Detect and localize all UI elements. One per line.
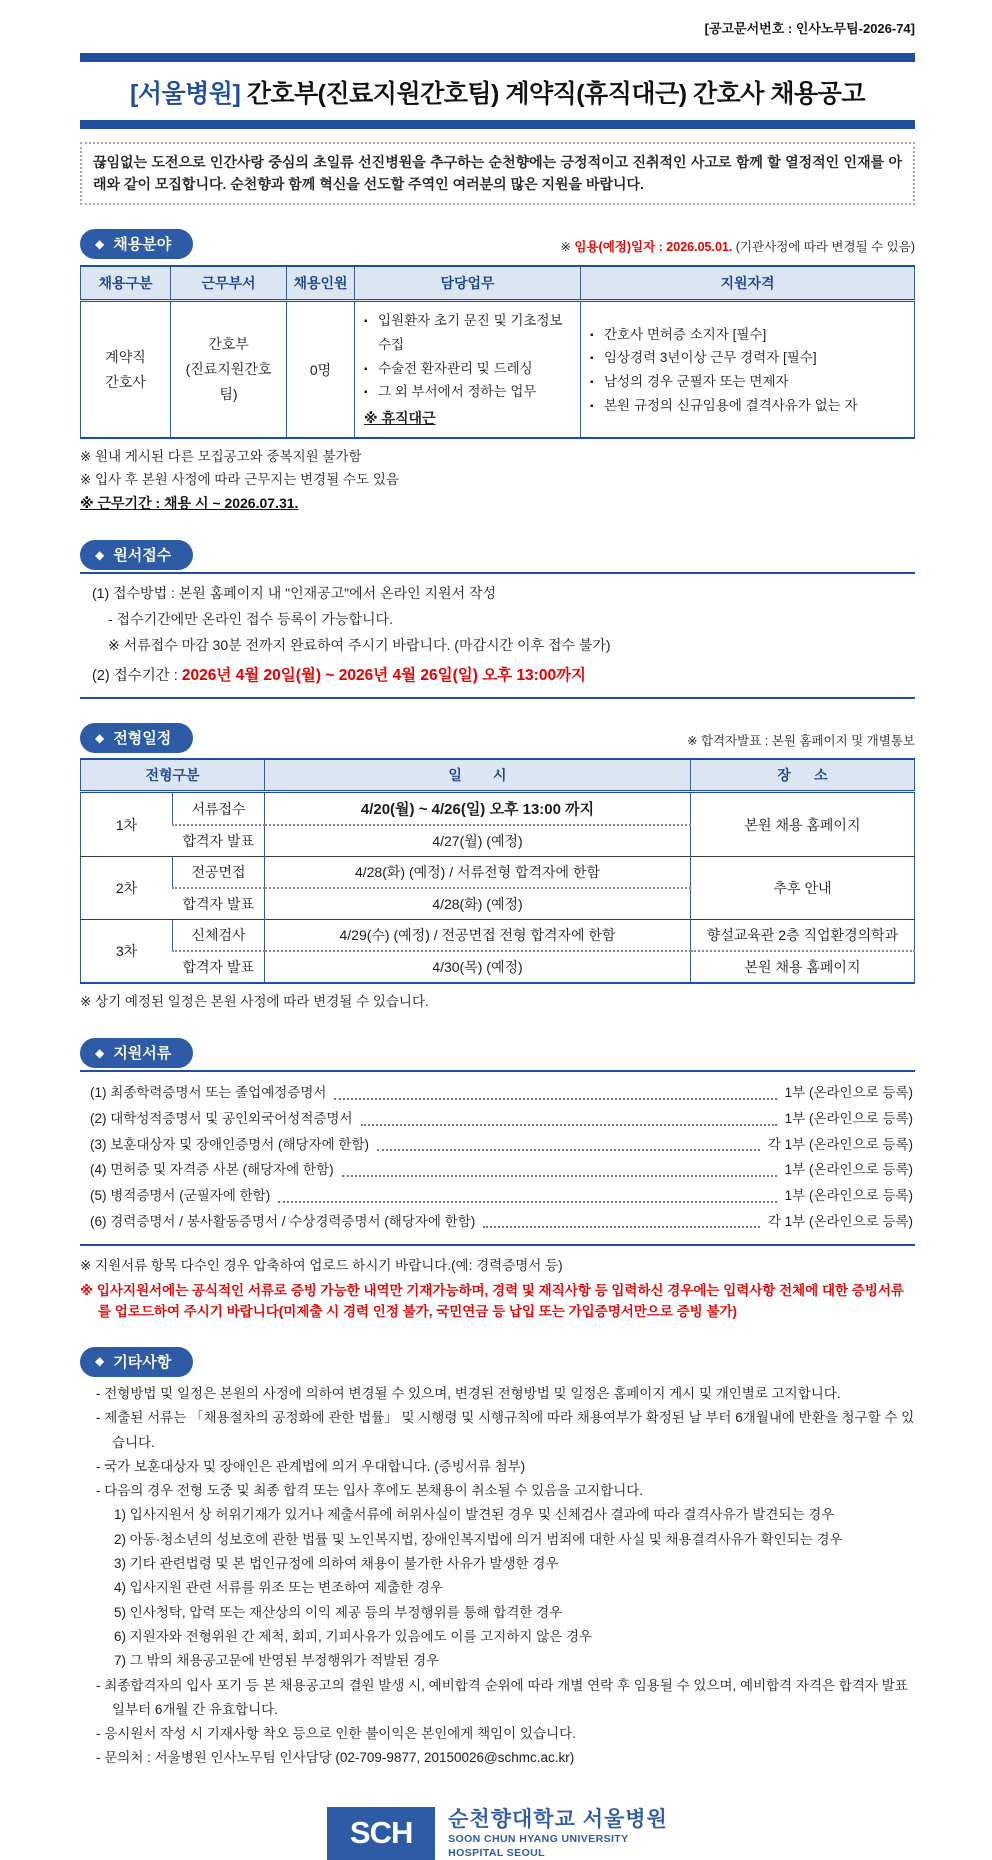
apply-period-value: 2026년 4월 20일(월) ~ 2026년 4월 26일(일) 오후 13:00까지 <box>181 666 587 684</box>
document-count: 각 1부 (온라인으로 등록) <box>767 1213 913 1229</box>
bullet-icon: ▪ <box>364 316 368 328</box>
document-item <box>90 1106 913 1132</box>
document-label: (2) 대학성적증명서 및 공인외국어성적증명서 <box>90 1110 353 1126</box>
recruit-table-row <box>81 301 915 439</box>
schedule-badge-label: 전형일정 <box>113 730 172 748</box>
document-label: (4) 면허증 및 자격증 사본 (해당자에 한함) <box>90 1162 334 1178</box>
qual-text: 임상경력 3년이상 근무 경력자 [필수] <box>604 350 817 366</box>
when-cell: 4/28(화) (예정) <box>265 888 691 920</box>
etc-item: - 제출된 서류는 「채용절차의 공정화에 관한 법률」 및 시행령 및 시행규칙에 따라 채용여부가 확정된 날 부터 6개월내에 반환을 청구할 수 있습니다. <box>96 1410 915 1450</box>
etc-badge-label: 기타사항 <box>113 1353 172 1371</box>
recruit-notes <box>80 446 915 516</box>
when-cell: 4/30(목) (예정) <box>265 951 691 983</box>
document-count: 1부 (온라인으로 등록) <box>784 1187 913 1203</box>
col-header-dept: 근무부서 <box>171 266 287 301</box>
apply-deadline-note: ※ 서류접수 마감 30분 전까지 완료하여 주시기 바랍니다. (마감시간 이후 접수 불가) <box>108 636 611 653</box>
etc-subitem: 1) 입사지원서 상 허위기재가 있거나 제출서류에 허위사실이 발견된 경우 및 신체검사 결과에 따라 결격사유가 발견되는 경우 <box>114 1507 835 1523</box>
diamond-icon: ◆ <box>95 1354 105 1369</box>
etc-subitem: 6) 지원자와 전형위원 간 제척, 회피, 기피사유가 있음에도 이를 고지하지 않은 경우 <box>114 1628 593 1644</box>
cell-quals <box>581 301 915 439</box>
dotted-leader <box>278 1201 776 1203</box>
recruit-table <box>80 265 915 439</box>
apply-rule-bottom <box>80 697 915 699</box>
qual-item <box>590 370 905 394</box>
document-item <box>90 1132 913 1158</box>
bullet-icon: ▪ <box>590 353 594 365</box>
qual-item <box>590 323 905 347</box>
appointment-date-note <box>560 237 915 259</box>
cell-type <box>81 301 171 439</box>
when-cell: 4/27(월) (예정) <box>265 825 691 857</box>
qual-text: 본원 규정의 신규임용에 결격사유가 없는 자 <box>604 397 858 413</box>
etc-subitem: 5) 인사청탁, 압력 또는 재산상의 이익 제공 등의 부정행위를 통해 합격한 경우 <box>114 1604 563 1620</box>
stage-cell: 1차 <box>115 816 138 833</box>
apply-badge-label: 원서접수 <box>113 547 172 565</box>
section-recruit-header <box>80 229 915 259</box>
duty-note: ※ 휴직대근 <box>364 409 436 426</box>
col-header-type: 채용구분 <box>81 266 171 301</box>
work-period-note: ※ 근무기간 : 채용 시 ~ 2026.07.31. <box>80 495 299 512</box>
duty-item <box>364 380 571 404</box>
document-count: 1부 (온라인으로 등록) <box>784 1110 913 1126</box>
etc-subitem: 4) 입사지원 관련 서류를 위조 또는 변조하여 제출한 경우 <box>114 1580 443 1596</box>
duty-item <box>364 357 571 381</box>
step-cell: 합격자 발표 <box>173 825 265 857</box>
schedule-row <box>81 792 915 826</box>
schedule-row <box>81 857 915 889</box>
document-label: (5) 병적증명서 (군필자에 한함) <box>90 1187 271 1203</box>
documents-notes <box>80 1255 915 1323</box>
recruit-note: ※ 원내 게시된 다른 모집공고와 중복지원 불가함 <box>80 449 362 465</box>
step-cell: 합격자 발표 <box>173 951 265 983</box>
when-cell: 4/20(월) ~ 4/26(일) 오후 13:00 까지 <box>265 792 691 826</box>
documents-badge <box>80 1038 193 1068</box>
schedule-badge <box>80 723 193 753</box>
dotted-leader <box>334 1098 776 1100</box>
duty-item <box>364 309 571 356</box>
dotted-leader <box>342 1175 777 1177</box>
stage-cell: 2차 <box>81 857 173 920</box>
step-cell: 서류접수 <box>173 792 265 826</box>
col-header-count: 채용인원 <box>287 266 355 301</box>
dept-line1: 간호부 <box>208 336 249 353</box>
section-schedule-header <box>80 723 915 753</box>
appointment-date-tail: (기관사정에 따라 변경될 수 있음) <box>732 240 915 255</box>
section-etc-header <box>80 1347 915 1377</box>
cell-count: 0명 <box>287 301 355 439</box>
section-documents-header <box>80 1038 915 1068</box>
etc-item: - 국가 보훈대상자 및 장애인은 관계법에 의거 우대합니다. (증빙서류 첨부) <box>96 1458 526 1474</box>
qual-item <box>590 394 905 418</box>
diamond-icon: ◆ <box>95 730 105 745</box>
document-label: (6) 경력증명서 / 봉사활동증명서 / 수상경력증명서 (해당자에 한함) <box>90 1213 476 1229</box>
cell-duties <box>355 301 581 439</box>
schedule-row <box>81 951 915 983</box>
etc-item: - 전형방법 및 일정은 본원의 사정에 의하여 변경될 수 있으며, 변경된 전형방법 및 일정은 홈페이지 게시 및 개인별로 고지합니다. <box>96 1385 841 1401</box>
etc-item: - 문의처 : 서울병원 인사노무팀 인사담당 (02-709-9877, 20150026@schmc.ac.kr) <box>96 1750 575 1766</box>
qual-item <box>590 346 905 370</box>
qual-text: 간호사 면허증 소지자 [필수] <box>604 326 767 342</box>
bullet-icon: ▪ <box>590 376 594 388</box>
sch-logo-mark: SCH <box>327 1807 435 1860</box>
documents-list <box>80 1072 915 1240</box>
document-count: 1부 (온라인으로 등록) <box>784 1162 913 1178</box>
col-header-quals: 지원자격 <box>581 266 915 301</box>
etc-list <box>80 1382 915 1771</box>
place-cell: 추후 안내 <box>691 857 915 920</box>
doc-number: [공고문서번호 : 인사노무팀-2026-74] <box>704 21 915 36</box>
apply-badge <box>80 540 193 570</box>
when-cell: 4/28(화) (예정) / 서류전형 합격자에 한함 <box>265 857 691 889</box>
hospital-logo <box>80 1807 915 1860</box>
result-announce-note: ※ 합격자발표 : 본원 홈페이지 및 개별통보 <box>687 734 915 749</box>
page-title <box>80 74 915 110</box>
schedule-table <box>80 758 915 984</box>
place-cell: 향설교육관 2층 직업환경의학과 <box>691 920 915 952</box>
document-item <box>90 1080 913 1106</box>
apply-body <box>80 574 915 693</box>
dotted-leader <box>483 1226 760 1228</box>
document-count: 각 1부 (온라인으로 등록) <box>767 1136 913 1152</box>
place-cell: 본원 채용 홈페이지 <box>691 792 915 857</box>
etc-item: - 최종합격자의 입사 포기 등 본 채용공고의 결원 발생 시, 예비합격 순위에 따라 개별 연락 후 임용될 수 있으며, 예비합격 자격은 합격자 발표일부터 6개월 간 유효합니다. <box>96 1677 908 1717</box>
etc-item: - 다음의 경우 전형 도중 및 최종 합격 또는 입사 후에도 본채용이 취소될 수 있음을 고지합니다. <box>96 1483 644 1499</box>
title-bar-top <box>80 53 915 62</box>
document-count: 1부 (온라인으로 등록) <box>784 1085 913 1101</box>
type-line1: 계약직 <box>105 348 146 365</box>
etc-badge <box>80 1347 193 1377</box>
recruit-badge-label: 채용분야 <box>113 236 172 254</box>
col-header-datetime: 일 시 <box>265 759 691 792</box>
step-cell: 합격자 발표 <box>173 888 265 920</box>
etc-item: - 응시원서 작성 시 기재사항 착오 등으로 인한 불이익은 본인에게 책임이 있습니다. <box>96 1726 576 1742</box>
documents-note2: ※ 입사지원서에는 공식적인 서류로 증빙 가능한 내역만 기재가능하며, 경력 및 재직사항 등 입력하신 경우에는 입력사항 전체에 대한 증빙서류를 업로드하여 주시기 바랍니다(미제출 시 경력 인정 불가, 국민연금 등 납입 또는 가입증명서만으로 증빙 불가) <box>80 1282 904 1320</box>
document-label: (3) 보훈대상자 및 장애인증명서 (해당자에 한함) <box>90 1136 369 1152</box>
section-apply-header <box>80 540 915 570</box>
diamond-icon: ◆ <box>95 547 105 562</box>
title-text: 간호부(진료지원간호팀) 계약직(휴직대근) 간호사 채용공고 <box>240 80 865 108</box>
logo-name-en1: SOON CHUN HYANG UNIVERSITY <box>448 1832 629 1845</box>
diamond-icon: ◆ <box>95 236 105 251</box>
etc-subitem: 2) 아동·청소년의 성보호에 관한 법률 및 노인복지법, 장애인복지법에 의거 범죄에 대한 사실 및 채용결격사유가 확인되는 경우 <box>114 1531 843 1547</box>
bullet-icon: ▪ <box>590 329 594 341</box>
logo-name-ko: 순천향대학교 서울병원 <box>448 1807 668 1831</box>
recruit-table-header-row <box>81 266 915 301</box>
diamond-icon: ◆ <box>95 1045 105 1060</box>
cell-dept <box>171 301 287 439</box>
document-label: (1) 최종학력증명서 또는 졸업예정증명서 <box>90 1085 327 1101</box>
document-item <box>90 1183 913 1209</box>
col-header-duties: 담당업무 <box>355 266 581 301</box>
documents-note1: ※ 지원서류 항목 다수인 경우 압축하여 업로드 하시기 바랍니다.(예: 경력증명서 등) <box>80 1258 563 1274</box>
apply-method: (1) 접수방법 : 본원 홈페이지 내 "인재공고"에서 온라인 지원서 작성 <box>92 585 497 602</box>
stage-cell: 3차 <box>81 920 173 984</box>
etc-subitem: 7) 그 밖의 채용공고문에 반영된 부정행위가 적발된 경우 <box>114 1653 440 1669</box>
schedule-header-row <box>81 759 915 792</box>
apply-period <box>92 662 915 691</box>
recruit-badge <box>80 229 193 259</box>
step-cell: 신체검사 <box>173 920 265 952</box>
apply-method-sub: - 접수기간에만 온라인 접수 등록이 가능합니다. <box>108 610 393 627</box>
logo-text <box>448 1807 668 1860</box>
duty-text: 수술전 환자관리 및 드레싱 <box>378 360 533 376</box>
etc-subitem: 3) 기타 관련법령 및 본 법인규정에 의하여 채용이 불가한 사유가 발생한 경우 <box>114 1556 559 1572</box>
when-cell: 4/29(수) (예정) / 전공면접 전형 합격자에 한함 <box>265 920 691 952</box>
col-header-place: 장 소 <box>691 759 915 792</box>
place-cell: 본원 채용 홈페이지 <box>691 951 915 983</box>
schedule-row <box>81 920 915 952</box>
duty-text: 입원환자 초기 문진 및 기초정보 수집 <box>378 313 563 352</box>
documents-rule-bottom <box>80 1244 915 1246</box>
schedule-note: ※ 상기 예정된 일정은 본원 사정에 따라 변경될 수 있습니다. <box>80 994 429 1010</box>
recruit-note: ※ 입사 후 본원 사정에 따라 근무지는 변경될 수도 있음 <box>80 472 399 488</box>
document-item <box>90 1157 913 1183</box>
type-line2: 간호사 <box>105 373 146 390</box>
hospital-tag: [서울병원] <box>130 80 241 108</box>
bullet-icon: ▪ <box>364 387 368 399</box>
dotted-leader <box>361 1124 777 1126</box>
note-mark: ※ <box>560 240 575 255</box>
duty-text: 그 외 부서에서 정하는 업무 <box>378 384 537 400</box>
appointment-date: 임용(예정)일자 : 2026.05.01. <box>574 240 733 255</box>
intro-box: 끊임없는 도전으로 인간사랑 중심의 초일류 선진병원을 추구하는 순천향에는 긍정적이고 진취적인 사고로 함께 할 열정적인 인재를 아래와 같이 모집합니다. 순천향과 함께 혁신을 선도할 주역인 여러분의 많은 지원을 바랍니다. <box>80 142 915 205</box>
bullet-icon: ▪ <box>590 400 594 412</box>
qual-text: 남성의 경우 군필자 또는 면제자 <box>604 373 789 389</box>
title-bar-bottom <box>80 120 915 129</box>
apply-period-label: (2) 접수기간 : <box>92 667 182 684</box>
documents-badge-label: 지원서류 <box>113 1045 172 1063</box>
bullet-icon: ▪ <box>364 363 368 375</box>
logo-name-en2: HOSPITAL SEOUL <box>448 1847 545 1860</box>
col-header-stage: 전형구분 <box>81 759 265 792</box>
dotted-leader <box>377 1149 760 1151</box>
step-cell: 전공면접 <box>173 857 265 889</box>
dept-line2: (진료지원간호팀) <box>185 361 272 403</box>
document-item <box>90 1209 913 1235</box>
